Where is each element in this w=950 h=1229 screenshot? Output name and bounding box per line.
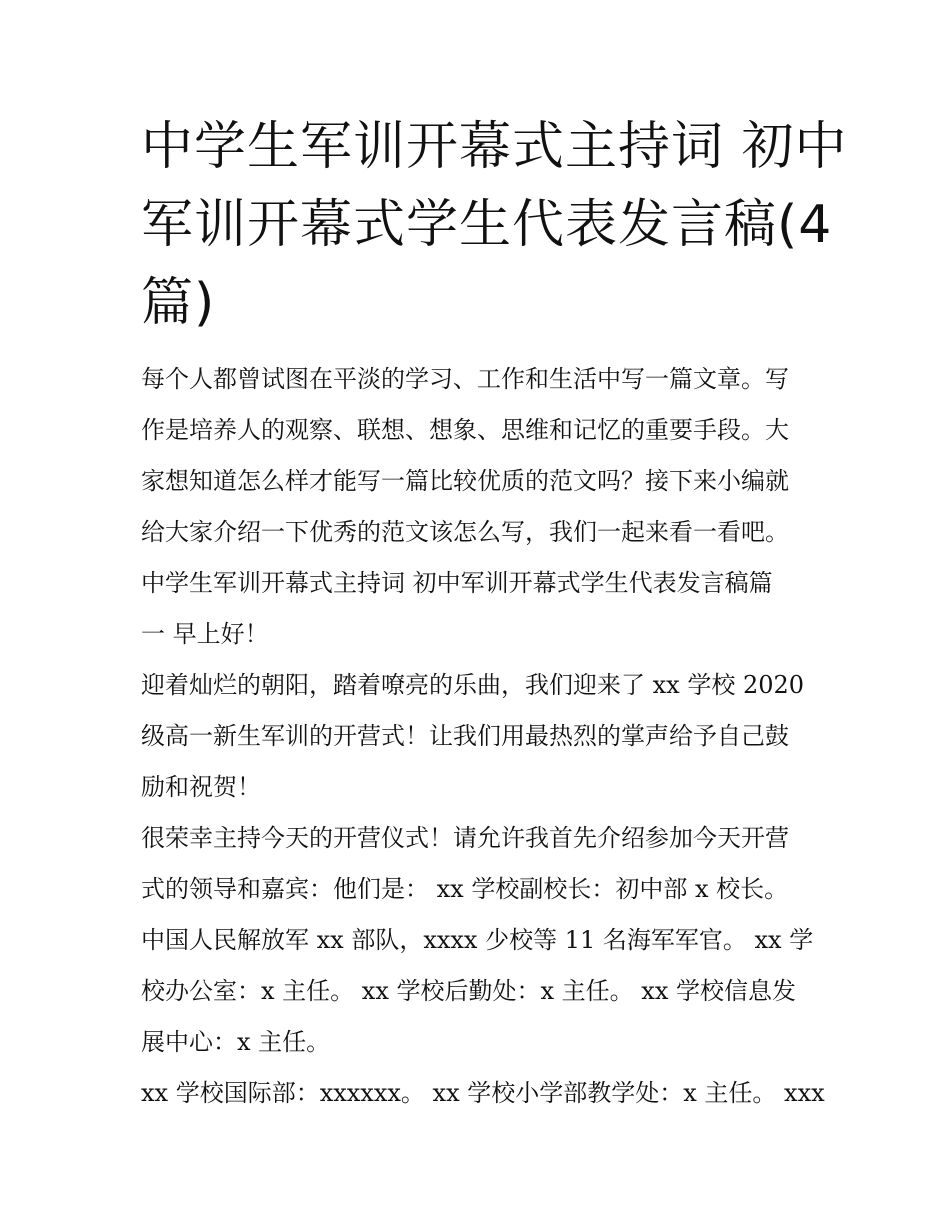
text-line: 校办公室：x 主任。 xx 学校后勤处：x 主任。 xx 学校信息发 xyxy=(141,977,796,1005)
text-line: 中学生军训开幕式主持词 初中军训开幕式学生代表发言稿篇 xyxy=(141,569,773,597)
document-title xyxy=(141,108,848,342)
text-line: 一 早上好！ xyxy=(141,620,269,648)
text-line: xx 学校国际部：xxxxxx。 xx 学校小学部教学处：x 主任。 xxx xyxy=(141,1079,825,1107)
text-line: 家想知道怎么样才能写一篇比较优质的范文吗？接下来小编就 xyxy=(141,467,789,495)
text-line: 级高一新生军训的开营式！让我们用最热烈的掌声给予自己鼓 xyxy=(141,722,789,750)
title-line: 军训开幕式学生代表发言稿(4 xyxy=(141,195,833,255)
text-line: 式的领导和嘉宾：他们是： xx 学校副校长：初中部 x 校长。 xyxy=(141,875,789,903)
text-line: 迎着灿烂的朝阳，踏着嘹亮的乐曲，我们迎来了 xx 学校 2020 xyxy=(141,671,805,699)
text-line: 很荣幸主持今天的开营仪式！请允许我首先介绍参加今天开营 xyxy=(141,824,789,852)
text-line: 中国人民解放军 xx 部队，xxxx 少校等 11 名海军军官。 xx 学 xyxy=(141,926,814,954)
text-line: 作是培养人的观察、联想、想象、思维和记忆的重要手段。大 xyxy=(141,416,789,444)
text-line: 给大家介绍一下优秀的范文该怎么写，我们一起来看一看吧。 xyxy=(141,518,789,546)
text-line: 励和祝贺！ xyxy=(141,773,261,801)
text-line: 每个人都曾试图在平淡的学习、工作和生活中写一篇文章。写 xyxy=(141,365,789,393)
title-line: 中学生军训开幕式主持词 初中 xyxy=(141,117,848,177)
text-line: 展中心：x 主任。 xyxy=(141,1028,331,1056)
title-line: 篇) xyxy=(141,273,216,333)
document-body xyxy=(141,354,831,1119)
